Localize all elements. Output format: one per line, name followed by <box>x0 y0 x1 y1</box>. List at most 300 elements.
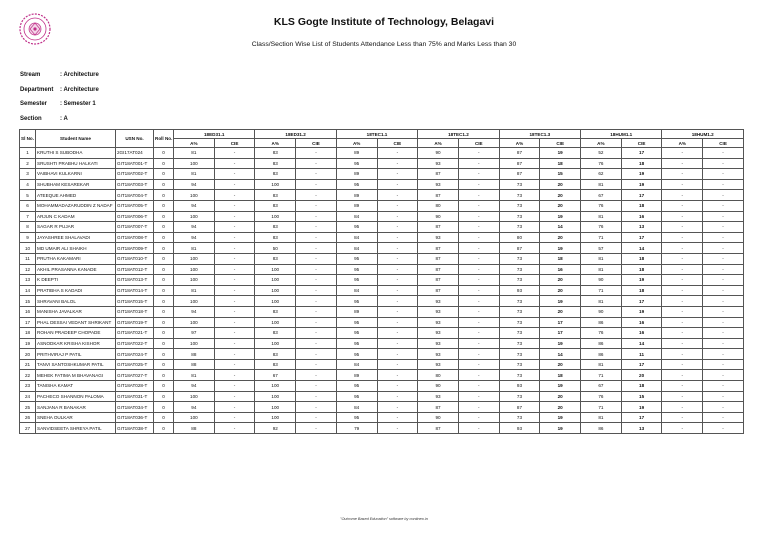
table-body <box>20 148 744 434</box>
cell-cie-marks: - <box>703 306 744 317</box>
cell-cie-marks: - <box>377 370 418 381</box>
cell-attendance-pct: 100 <box>174 391 215 402</box>
cell-attendance-pct: 93 <box>418 179 459 190</box>
subject-header: 18HUM1.2 <box>662 130 744 139</box>
cell-attendance-pct: 81 <box>581 264 622 275</box>
cell-attendance-pct: 81 <box>174 285 215 296</box>
cell-cie-marks: 19 <box>621 275 662 286</box>
table-row <box>20 264 744 275</box>
cell-cie-marks: 18 <box>621 381 662 392</box>
cell-cie-marks: 20 <box>540 306 581 317</box>
cell-cie-marks: 16 <box>621 211 662 222</box>
cell-usn: GIT18AT012-T <box>116 264 154 275</box>
cell-attendance-pct: 93 <box>499 423 540 434</box>
cell-cie-marks: - <box>703 232 744 243</box>
table-row <box>20 285 744 296</box>
cell-student-name: AKHIL PRASANNA KANADE <box>36 264 116 275</box>
cell-cie-marks: - <box>214 211 255 222</box>
subcol-cie: CIE <box>296 139 337 148</box>
cell-attendance-pct: - <box>662 391 703 402</box>
cell-attendance-pct: 100 <box>255 285 296 296</box>
cell-student-name: JAYASHREE SHALAVADI <box>36 232 116 243</box>
cell-cie-marks: - <box>703 317 744 328</box>
cell-attendance-pct: 76 <box>581 328 622 339</box>
cell-sl: 20 <box>20 349 36 360</box>
cell-attendance-pct: 93 <box>418 338 459 349</box>
cell-attendance-pct: 87 <box>418 222 459 233</box>
meta-value: : Semester 1 <box>60 101 96 107</box>
cell-cie-marks: - <box>377 222 418 233</box>
cell-attendance-pct: 87 <box>499 402 540 413</box>
cell-cie-marks: - <box>458 402 499 413</box>
cell-cie-marks: - <box>214 179 255 190</box>
cell-attendance-pct: 93 <box>418 359 459 370</box>
cell-usn: 2GI17AT024 <box>116 148 154 159</box>
cell-attendance-pct: 67 <box>581 381 622 392</box>
cell-student-name: PRATIBHA S KADADI <box>36 285 116 296</box>
cell-roll: 0 <box>154 285 174 296</box>
cell-cie-marks: 20 <box>540 179 581 190</box>
table-row <box>20 169 744 180</box>
cell-cie-marks: - <box>703 211 744 222</box>
cell-cie-marks: - <box>296 338 337 349</box>
subcol-attendance: A% <box>418 139 459 148</box>
col-roll: Roll No. <box>154 130 174 148</box>
cell-cie-marks: 20 <box>540 391 581 402</box>
cell-attendance-pct: 84 <box>336 243 377 254</box>
cell-sl: 19 <box>20 338 36 349</box>
cell-roll: 0 <box>154 306 174 317</box>
cell-roll: 0 <box>154 232 174 243</box>
subcol-cie: CIE <box>540 139 581 148</box>
cell-student-name: K DEEPTI <box>36 275 116 286</box>
cell-cie-marks: 16 <box>621 328 662 339</box>
cell-attendance-pct: 76 <box>581 391 622 402</box>
cell-cie-marks: - <box>377 169 418 180</box>
report-title: Class/Section Wise List of Students Attendance Less than 75% and Marks Less than 30 <box>251 41 517 48</box>
cell-cie-marks: - <box>458 243 499 254</box>
cell-usn: GIT18AT021-T <box>116 328 154 339</box>
cell-attendance-pct: 62 <box>581 169 622 180</box>
cell-cie-marks: - <box>214 285 255 296</box>
cell-usn: GIT18AT031-T <box>116 391 154 402</box>
cell-cie-marks: - <box>703 391 744 402</box>
cell-cie-marks: - <box>377 328 418 339</box>
cell-student-name: MANISHA JAVALKAR <box>36 306 116 317</box>
cell-roll: 0 <box>154 200 174 211</box>
subcol-attendance: A% <box>499 139 540 148</box>
subcol-cie: CIE <box>458 139 499 148</box>
cell-attendance-pct: 89 <box>336 370 377 381</box>
cell-attendance-pct: - <box>662 200 703 211</box>
cell-cie-marks: - <box>296 264 337 275</box>
cell-cie-marks: 14 <box>540 349 581 360</box>
cell-sl: 2 <box>20 158 36 169</box>
table-row <box>20 338 744 349</box>
cell-attendance-pct: 71 <box>581 370 622 381</box>
cell-attendance-pct: 95 <box>336 349 377 360</box>
cell-attendance-pct: 88 <box>174 349 215 360</box>
cell-attendance-pct: 81 <box>581 179 622 190</box>
meta-value: : Architecture <box>60 72 99 78</box>
cell-cie-marks: - <box>703 328 744 339</box>
cell-cie-marks: 15 <box>540 169 581 180</box>
cell-attendance-pct: 73 <box>499 412 540 423</box>
cell-attendance-pct: 95 <box>336 275 377 286</box>
cell-roll: 0 <box>154 211 174 222</box>
cell-attendance-pct: - <box>662 275 703 286</box>
cell-attendance-pct: 93 <box>499 381 540 392</box>
cell-usn: GIT18AT036-T <box>116 412 154 423</box>
cell-sl: 25 <box>20 402 36 413</box>
cell-attendance-pct: 84 <box>336 232 377 243</box>
cell-cie-marks: - <box>214 402 255 413</box>
cell-roll: 0 <box>154 317 174 328</box>
cell-usn: GIT18AT015-T <box>116 296 154 307</box>
cell-attendance-pct: - <box>662 179 703 190</box>
cell-sl: 26 <box>20 412 36 423</box>
cell-attendance-pct: 97 <box>174 328 215 339</box>
cell-sl: 23 <box>20 381 36 392</box>
col-usn: USN No. <box>116 130 154 148</box>
cell-cie-marks: - <box>377 200 418 211</box>
cell-cie-marks: - <box>377 381 418 392</box>
meta-semester <box>20 101 96 107</box>
cell-cie-marks: - <box>458 328 499 339</box>
cell-cie-marks: - <box>377 317 418 328</box>
cell-attendance-pct: 88 <box>174 359 215 370</box>
cell-attendance-pct: 81 <box>174 148 215 159</box>
subcol-attendance: A% <box>255 139 296 148</box>
cell-attendance-pct: 52 <box>581 148 622 159</box>
cell-cie-marks: - <box>214 328 255 339</box>
cell-cie-marks: 18 <box>540 158 581 169</box>
cell-attendance-pct: - <box>662 232 703 243</box>
cell-attendance-pct: 83 <box>255 158 296 169</box>
cell-attendance-pct: 94 <box>174 200 215 211</box>
cell-usn: GIT18AT002-T <box>116 169 154 180</box>
cell-cie-marks: - <box>296 253 337 264</box>
cell-cie-marks: - <box>296 211 337 222</box>
cell-cie-marks: - <box>214 412 255 423</box>
cell-student-name: SANJANA R BANAKAR <box>36 402 116 413</box>
cell-cie-marks: - <box>296 169 337 180</box>
cell-cie-marks: - <box>377 190 418 201</box>
cell-attendance-pct: 95 <box>336 381 377 392</box>
cell-sl: 10 <box>20 243 36 254</box>
cell-attendance-pct: 83 <box>255 349 296 360</box>
cell-roll: 0 <box>154 190 174 201</box>
cell-attendance-pct: 76 <box>581 200 622 211</box>
table-row <box>20 275 744 286</box>
table-row <box>20 402 744 413</box>
cell-student-name: ROHAN PRADEEP CHOPADE <box>36 328 116 339</box>
cell-cie-marks: 19 <box>540 148 581 159</box>
cell-attendance-pct: 81 <box>174 243 215 254</box>
cell-cie-marks: - <box>296 381 337 392</box>
cell-attendance-pct: 89 <box>336 190 377 201</box>
cell-cie-marks: - <box>296 391 337 402</box>
cell-cie-marks: - <box>458 169 499 180</box>
cell-attendance-pct: 67 <box>255 370 296 381</box>
cell-attendance-pct: 87 <box>499 148 540 159</box>
table-row <box>20 179 744 190</box>
cell-cie-marks: - <box>214 275 255 286</box>
cell-usn: GIT18AT010-T <box>116 253 154 264</box>
cell-cie-marks: 17 <box>621 148 662 159</box>
cell-cie-marks: 14 <box>621 338 662 349</box>
cell-cie-marks: 17 <box>540 328 581 339</box>
cell-cie-marks: - <box>296 275 337 286</box>
cell-attendance-pct: 93 <box>418 328 459 339</box>
cell-attendance-pct: 87 <box>418 402 459 413</box>
cell-cie-marks: - <box>703 349 744 360</box>
cell-attendance-pct: 93 <box>418 391 459 402</box>
cell-attendance-pct: - <box>662 381 703 392</box>
cell-attendance-pct: 95 <box>336 158 377 169</box>
cell-cie-marks: - <box>377 285 418 296</box>
cell-roll: 0 <box>154 169 174 180</box>
cell-attendance-pct: 100 <box>255 317 296 328</box>
cell-attendance-pct: 100 <box>174 253 215 264</box>
cell-attendance-pct: 87 <box>418 243 459 254</box>
cell-attendance-pct: 76 <box>581 158 622 169</box>
cell-attendance-pct: 100 <box>255 296 296 307</box>
cell-cie-marks: - <box>458 296 499 307</box>
cell-cie-marks: - <box>458 232 499 243</box>
cell-cie-marks: 18 <box>621 285 662 296</box>
cell-sl: 1 <box>20 148 36 159</box>
cell-attendance-pct: - <box>662 296 703 307</box>
cell-cie-marks: - <box>377 158 418 169</box>
cell-attendance-pct: 100 <box>255 338 296 349</box>
table-row <box>20 349 744 360</box>
cell-cie-marks: - <box>458 391 499 402</box>
table-row <box>20 412 744 423</box>
cell-attendance-pct: 90 <box>418 412 459 423</box>
cell-cie-marks: - <box>458 359 499 370</box>
cell-attendance-pct: 83 <box>255 169 296 180</box>
cell-cie-marks: 19 <box>621 402 662 413</box>
cell-cie-marks: - <box>214 243 255 254</box>
cell-attendance-pct: 87 <box>418 264 459 275</box>
cell-cie-marks: - <box>377 232 418 243</box>
cell-attendance-pct: 93 <box>418 317 459 328</box>
cell-roll: 0 <box>154 328 174 339</box>
cell-cie-marks: - <box>214 296 255 307</box>
cell-attendance-pct: 87 <box>418 423 459 434</box>
cell-cie-marks: - <box>377 148 418 159</box>
cell-sl: 17 <box>20 317 36 328</box>
cell-cie-marks: - <box>377 211 418 222</box>
cell-cie-marks: - <box>703 402 744 413</box>
subcol-cie: CIE <box>214 139 255 148</box>
cell-usn: GIT18AT006-T <box>116 211 154 222</box>
cell-attendance-pct: 100 <box>174 158 215 169</box>
cell-usn: GIT18AT001-T <box>116 158 154 169</box>
subject-header: 18HUM1.1 <box>581 130 662 139</box>
cell-cie-marks: - <box>703 285 744 296</box>
cell-cie-marks: - <box>703 190 744 201</box>
meta-label: Department <box>20 87 54 93</box>
cell-student-name: KRUTHI S SUBODHA <box>36 148 116 159</box>
cell-usn: GIT18AT004-T <box>116 190 154 201</box>
cell-cie-marks: - <box>703 253 744 264</box>
table-row <box>20 423 744 434</box>
cell-cie-marks: - <box>377 179 418 190</box>
cell-cie-marks: 14 <box>621 243 662 254</box>
cell-attendance-pct: 93 <box>418 158 459 169</box>
table-row <box>20 370 744 381</box>
cell-cie-marks: - <box>214 232 255 243</box>
cell-roll: 0 <box>154 349 174 360</box>
cell-attendance-pct: 100 <box>255 412 296 423</box>
cell-usn: GIT18AT038-T <box>116 423 154 434</box>
cell-attendance-pct: 71 <box>581 402 622 413</box>
cell-cie-marks: - <box>296 423 337 434</box>
cell-cie-marks: - <box>458 285 499 296</box>
cell-attendance-pct: 94 <box>174 306 215 317</box>
cell-attendance-pct: 73 <box>499 222 540 233</box>
cell-attendance-pct: 67 <box>581 190 622 201</box>
attendance-table <box>19 129 744 434</box>
cell-cie-marks: - <box>458 264 499 275</box>
cell-sl: 3 <box>20 169 36 180</box>
cell-sl: 18 <box>20 328 36 339</box>
cell-cie-marks: - <box>703 264 744 275</box>
cell-usn: GIT18AT019-T <box>116 317 154 328</box>
cell-attendance-pct: 73 <box>499 264 540 275</box>
cell-cie-marks: - <box>214 338 255 349</box>
cell-attendance-pct: 86 <box>581 317 622 328</box>
cell-usn: GIT18AT025-T <box>116 359 154 370</box>
cell-cie-marks: - <box>214 391 255 402</box>
cell-cie-marks: - <box>458 317 499 328</box>
cell-sl: 16 <box>20 306 36 317</box>
subject-header: 18TEC1.3 <box>499 130 580 139</box>
cell-cie-marks: - <box>458 338 499 349</box>
cell-sl: 7 <box>20 211 36 222</box>
cell-usn: GIT18AT034-T <box>116 402 154 413</box>
cell-attendance-pct: 95 <box>336 391 377 402</box>
cell-attendance-pct: 100 <box>174 264 215 275</box>
cell-roll: 0 <box>154 359 174 370</box>
cell-student-name: ATEEQUE AHMED <box>36 190 116 201</box>
cell-sl: 6 <box>20 200 36 211</box>
cell-roll: 0 <box>154 253 174 264</box>
cell-cie-marks: - <box>296 243 337 254</box>
cell-attendance-pct: 73 <box>499 349 540 360</box>
cell-cie-marks: - <box>214 222 255 233</box>
cell-student-name: MOHAMMADAZARUDDIN Z NADAF <box>36 200 116 211</box>
cell-cie-marks: 17 <box>621 359 662 370</box>
cell-usn: GIT18AT013-T <box>116 275 154 286</box>
subject-header: 18ED31.2 <box>255 130 336 139</box>
cell-cie-marks: - <box>458 222 499 233</box>
table-row <box>20 222 744 233</box>
cell-attendance-pct: 89 <box>336 148 377 159</box>
cell-attendance-pct: - <box>662 338 703 349</box>
cell-attendance-pct: 100 <box>174 190 215 201</box>
table-row <box>20 232 744 243</box>
cell-attendance-pct: 87 <box>418 253 459 264</box>
cell-cie-marks: 17 <box>621 296 662 307</box>
cell-attendance-pct: 100 <box>174 317 215 328</box>
cell-cie-marks: - <box>377 275 418 286</box>
cell-attendance-pct: - <box>662 370 703 381</box>
cell-attendance-pct: 73 <box>499 317 540 328</box>
cell-student-name: MD UMAIR ALI SHAIKH <box>36 243 116 254</box>
cell-attendance-pct: 95 <box>336 264 377 275</box>
cell-attendance-pct: 83 <box>255 253 296 264</box>
cell-roll: 0 <box>154 243 174 254</box>
cell-cie-marks: - <box>377 243 418 254</box>
cell-attendance-pct: - <box>662 423 703 434</box>
cell-cie-marks: 19 <box>540 412 581 423</box>
cell-cie-marks: - <box>703 243 744 254</box>
cell-cie-marks: 18 <box>540 370 581 381</box>
cell-usn: GIT18AT003-T <box>116 179 154 190</box>
cell-attendance-pct: 94 <box>174 179 215 190</box>
cell-sl: 12 <box>20 264 36 275</box>
cell-cie-marks: 11 <box>621 349 662 360</box>
cell-attendance-pct: 81 <box>581 412 622 423</box>
cell-attendance-pct: 95 <box>336 328 377 339</box>
cell-cie-marks: - <box>458 349 499 360</box>
cell-cie-marks: 19 <box>621 179 662 190</box>
institute-name: KLS Gogte Institute of Technology, Belagavi <box>273 16 495 28</box>
cell-cie-marks: 17 <box>621 412 662 423</box>
table-row <box>20 391 744 402</box>
cell-attendance-pct: 83 <box>255 359 296 370</box>
cell-usn: GIT18AT024-T <box>116 349 154 360</box>
cell-cie-marks: 19 <box>540 296 581 307</box>
cell-roll: 0 <box>154 402 174 413</box>
cell-sl: 9 <box>20 232 36 243</box>
cell-attendance-pct: 73 <box>499 211 540 222</box>
cell-attendance-pct: 95 <box>336 179 377 190</box>
subcol-attendance: A% <box>336 139 377 148</box>
cell-cie-marks: - <box>703 275 744 286</box>
cell-attendance-pct: 83 <box>255 306 296 317</box>
cell-attendance-pct: 87 <box>499 169 540 180</box>
cell-cie-marks: - <box>214 148 255 159</box>
cell-roll: 0 <box>154 423 174 434</box>
cell-attendance-pct: 93 <box>499 285 540 296</box>
subcol-cie: CIE <box>377 139 418 148</box>
cell-cie-marks: - <box>703 370 744 381</box>
cell-attendance-pct: 73 <box>499 253 540 264</box>
cell-cie-marks: - <box>703 296 744 307</box>
cell-cie-marks: 13 <box>621 423 662 434</box>
cell-attendance-pct: 83 <box>255 148 296 159</box>
cell-cie-marks: - <box>296 179 337 190</box>
cell-attendance-pct: 94 <box>174 402 215 413</box>
cell-attendance-pct: 83 <box>255 232 296 243</box>
cell-attendance-pct: 83 <box>255 328 296 339</box>
cell-attendance-pct: - <box>662 253 703 264</box>
cell-cie-marks: 19 <box>540 243 581 254</box>
cell-attendance-pct: 100 <box>174 296 215 307</box>
cell-cie-marks: - <box>214 169 255 180</box>
subcol-cie: CIE <box>703 139 744 148</box>
cell-attendance-pct: 100 <box>255 381 296 392</box>
subject-header: 18TEC1.1 <box>336 130 417 139</box>
cell-cie-marks: 13 <box>621 222 662 233</box>
cell-cie-marks: - <box>458 253 499 264</box>
cell-cie-marks: - <box>377 253 418 264</box>
cell-cie-marks: - <box>458 306 499 317</box>
